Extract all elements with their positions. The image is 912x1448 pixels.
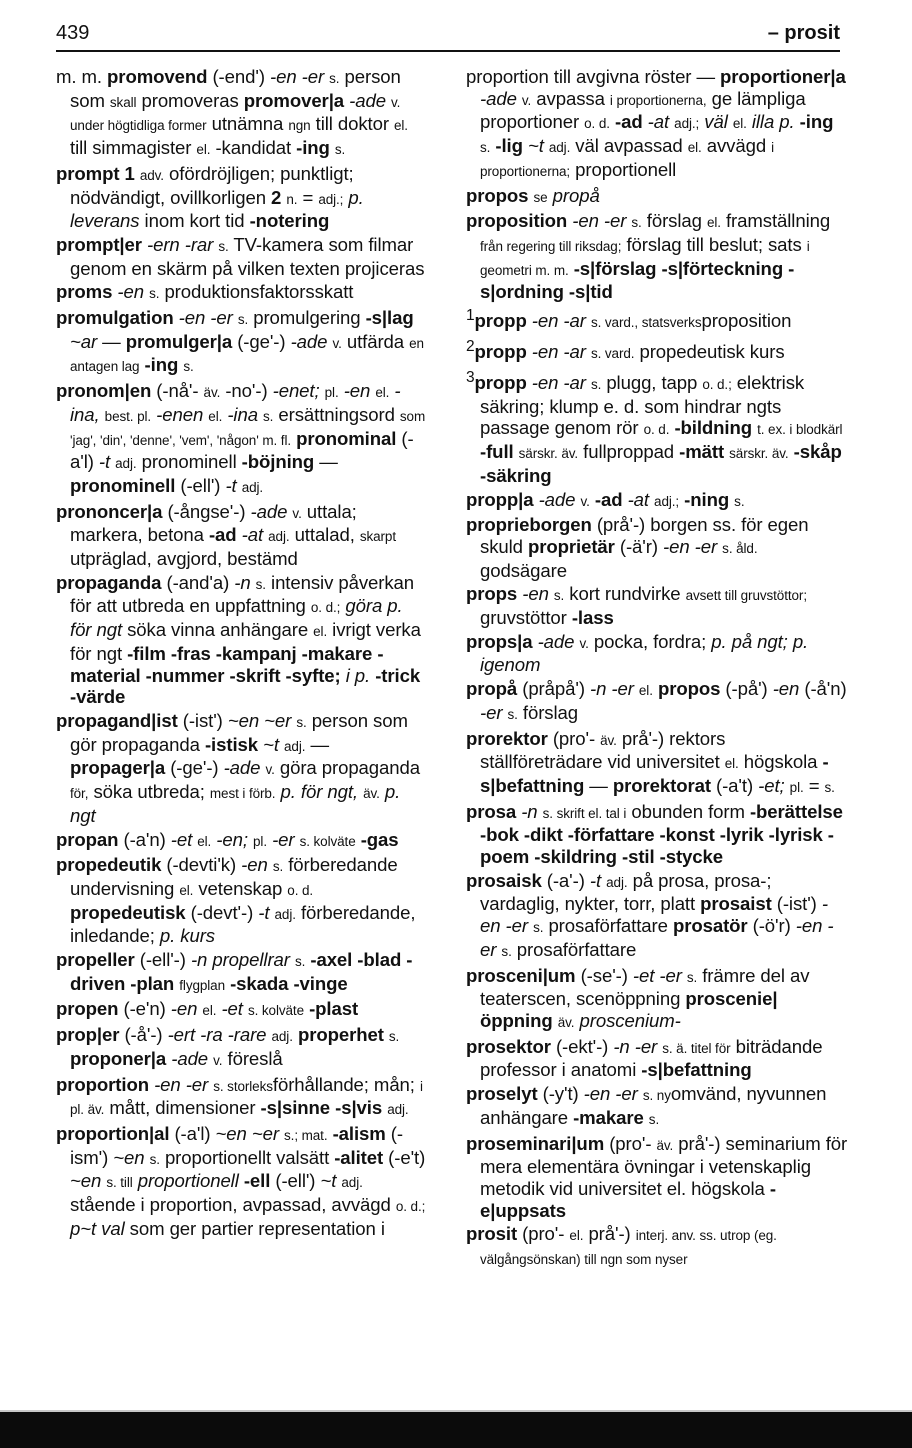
- dictionary-entry: $^1$propp -en -ar s. vard., statsverksproposition: [466, 307, 792, 332]
- dictionary-entry: props -en s. kort rundvirke avsett till gruvstöttor; gruvstöttor -lass: [466, 583, 807, 629]
- dictionary-entry: proposition -en -er s. förslag el. framställning från regering till riksdag; förslag till beslut; sats i geometri m. m. -s|förslag -s|förteckning -s|ordning -s|tid: [466, 210, 831, 303]
- guide-word: – prosit: [767, 22, 840, 44]
- dictionary-entry: propå (pråpå') -n -er el. propos (-på') -en (-å'n) -er s. förslag: [466, 678, 847, 723]
- dictionary-entry: promulgation -en -er s. promulgering -s|lag ~ar — promulger|a (-ge'-) -ade v. utfärda en antagen lag -ing s.: [56, 307, 424, 376]
- dictionary-entry: proprieborgen (prå'-) borgen ss. för egen skuld proprietär (-ä'r) -en -er s. åld. godsägare: [466, 514, 809, 581]
- dictionary-entry: propagand|ist (-ist') ~en ~er s. person som gör propaganda -istisk ~t adj. — propager|a (-ge'-) -ade v. göra propaganda för, söka utbreda; mest i förb. p. för ngt, äv. p. ngt: [56, 709, 421, 826]
- dictionary-entry: propaganda (-and'a) -n s. intensiv påverkan för att utbreda en uppfattning o. d.; göra p. för ngt söka vinna anhängare el. ivrigt verka för ngt -film -fras -kampanj -makare -material -nummer -skrift -syfte; i p. -trick -värde: [56, 571, 421, 708]
- dictionary-entry: proportion|al (-a'l) ~en ~er s.; mat. -alism (-ism') ~en s. proportionellt valsätt -alitet (-e't) ~en s. till proportionell -ell (-ell') ~t adj. stående i proportion, avpassad, avvägd o. d.; p~t val som ger partier representation i: [56, 1122, 426, 1239]
- dictionary-entry: prosektor (-ekt'-) -n -er s. ä. titel för biträdande professor i anatomi -s|befattning: [466, 1035, 823, 1081]
- dictionary-entry: propen (-e'n) -en el. -et s. kolväte -plast: [56, 998, 359, 1020]
- dictionary-entry: prompt|er -ern -rar s. TV-kamera som filmar genom en skärm på vilken texten projiceras: [56, 233, 425, 279]
- dictionary-entry: proseminari|um (pro'- äv. prå'-) seminarium för mera elementära övningar i vetenskaplig metodik vid universitet el. högskola -e|uppsats: [466, 1132, 848, 1221]
- dictionary-entry: prosceni|um (-se'-) -et -er s. främre del av teaterscen, scenöppning proscenie|öppning äv. proscenium-: [466, 964, 810, 1031]
- dictionary-entry: pronom|en (-nå'- äv. -no'-) -enet; pl. -en el. -ina, best. pl. -enen el. -ina s. ersättningsord som 'jag', 'din', 'denne', 'vem', 'någon' m. fl. pronominal (-a'l) -t adj. pronominell -böjning — pronominell (-ell') -t adj.: [56, 380, 426, 496]
- dictionary-entry: propan (-a'n) -et el. -en; pl. -er s. kolväte -gas: [56, 828, 399, 850]
- dictionary-entry: proportion -en -er s. storleksförhållande; mån; i pl. äv. mått, dimensioner -s|sinne -s|vis adj.: [56, 1073, 423, 1119]
- dictionary-entry: proselyt (-y't) -en -er s. nyomvänd, nyvunnen anhängare -makare s.: [466, 1083, 827, 1128]
- dictionary-entry: propedeutik (-devti'k) -en s. förberedande undervisning el. vetenskap o. d. propedeutisk (-devt'-) -t adj. förberedande, inledande; p. kurs: [56, 854, 416, 947]
- dictionary-entry: prononcer|a (-ångse'-) -ade v. uttala; markera, betona -ad -at adj. uttalad, skarpt utpräglad, avgjord, bestämd: [56, 500, 396, 570]
- page-number: 439: [56, 22, 90, 44]
- dictionary-entry: props|a -ade v. pocka, fordra; p. på ngt; p. igenom: [466, 630, 809, 676]
- dictionary-entry: prorektor (pro'- äv. prå'-) rektors ställföreträdare vid universitet el. högskola -s|befattning — prorektorat (-a't) -et; pl. = s.: [466, 727, 835, 796]
- dictionary-entry: proportion till avgivna röster — proportioner|a -ade v. avpassa i proportionerna, ge lämpliga proportioner o. d. -ad -at adj.; väl el. illa p. -ing s. -lig ~t adj. väl avpassad el. avvägd i proportionerna; proportionell: [466, 66, 846, 180]
- dictionary-entry: prop|er (-å'-) -ert -ra -rare adj. properhet s. proponer|a -ade v. föreslå: [56, 1024, 400, 1069]
- left-column: [56, 66, 428, 1241]
- dictionary-entry: prompt 1 adv. ofördröjligen; punktligt; nödvändigt, ovillkorligen 2 n. = adj.; p. leverans inom kort tid -notering: [56, 162, 364, 232]
- dictionary-entry: propeller (-ell'-) -n propellrar s. -axel -blad -driven -plan flygplan -skada -vinge: [56, 949, 413, 994]
- dictionary-entry: $^3$propp -en -ar s. plugg, tapp o. d.; elektrisk säkring; klump e. d. som hindrar ngts passage genom rör o. d. -bildning t. ex. i blodkärl -full särskr. äv. fullproppad -mätt särskr. äv. -skåp -säkring: [466, 368, 843, 486]
- dictionary-entry: propos se propå: [466, 184, 600, 206]
- dictionary-entry: proms -en s. produktionsfaktorsskatt: [56, 281, 354, 303]
- dictionary-entry: prosa -n s. skrift el. tal i obunden form -berättelse -bok -dikt -författare -konst -lyrik -lyrisk -poem -skildring -stil -stycke: [466, 800, 843, 868]
- right-column: [466, 66, 848, 1273]
- dictionary-entry: m. m. promovend (-end') -en -er s. person som skall promoveras promover|a -ade v. under högtidliga former utnämna ngn till doktor el. till simmagister el. -kandidat -ing s.: [56, 66, 408, 159]
- dictionary-entry: propp|a -ade v. -ad -at adj.; -ning s.: [466, 488, 745, 510]
- dictionary-entry: prosit (pro'- el. prå'-) interj. anv. ss. utrop (eg. välgångsönskan) till ngn som nyser: [466, 1223, 777, 1268]
- scan-margin: [0, 1412, 912, 1448]
- page-header: [56, 18, 840, 52]
- dictionary-entry: prosaisk (-a'-) -t adj. på prosa, prosa-; vardaglig, nykter, torr, platt prosaist (-ist') -en -er s. prosaförfattare prosatör (-ö'r) -en -er s. prosaförfattare: [466, 869, 834, 960]
- dictionary-entry: $^2$propp -en -ar s. vard. propedeutisk kurs: [466, 337, 785, 363]
